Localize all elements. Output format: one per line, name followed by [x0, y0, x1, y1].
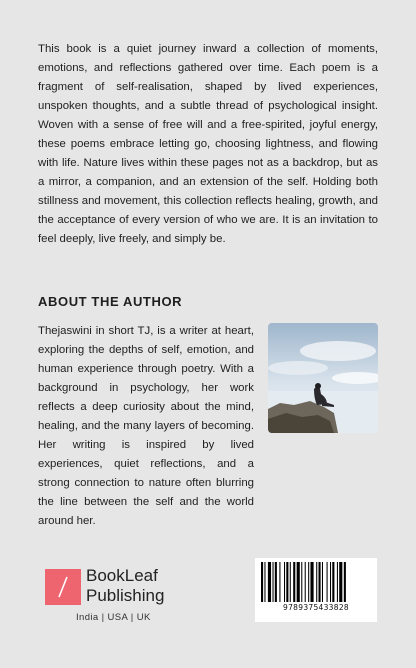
publisher-name-line2: Publishing [86, 586, 165, 605]
author-photo [268, 323, 378, 433]
slash-logo-icon [45, 569, 81, 605]
publisher-name-line1: BookLeaf [86, 566, 158, 585]
back-cover-blurb: This book is a quiet journey inward a collection of moments, emotions, and reflections gathered over time. Each poem is a fragment of self-realisation, shaped by lived experiences, unspoken thoughts, and a subtle thread of psychological insight. Woven with a sense of free will and a free-spirited, joyful energy, these poems embrace letting go, choosing lightness, and flowing with life. Nature lives within these pages not as a backdrop, but as a mirror, a companion, and an extension of the self. Holding both stillness and movement, this collection reflects healing, growth, and the acceptance of every version of who we are. It is an invitation to feel deeply, live freely, and simply be. [38, 43, 378, 245]
publisher-regions: India | USA | UK [76, 612, 151, 623]
isbn-number: 9789375433828 [283, 603, 349, 612]
isbn-barcode [255, 558, 377, 622]
about-author-heading: ABOUT THE AUTHOR [38, 294, 183, 309]
publisher-name [86, 566, 164, 606]
barcode-bars-icon [261, 562, 371, 602]
author-bio: Thejaswini in short TJ, is a writer at heart, exploring the depths of self, emotion, and human experience through poetry. With a background in psychology, her work reflects a deep curiosity about the mind, healing, and the many layers of becoming. Her writing is inspired by lived experiences, quiet reflections, and a strong connection to nature often blurring the line between the self and the world around her. [38, 325, 254, 527]
